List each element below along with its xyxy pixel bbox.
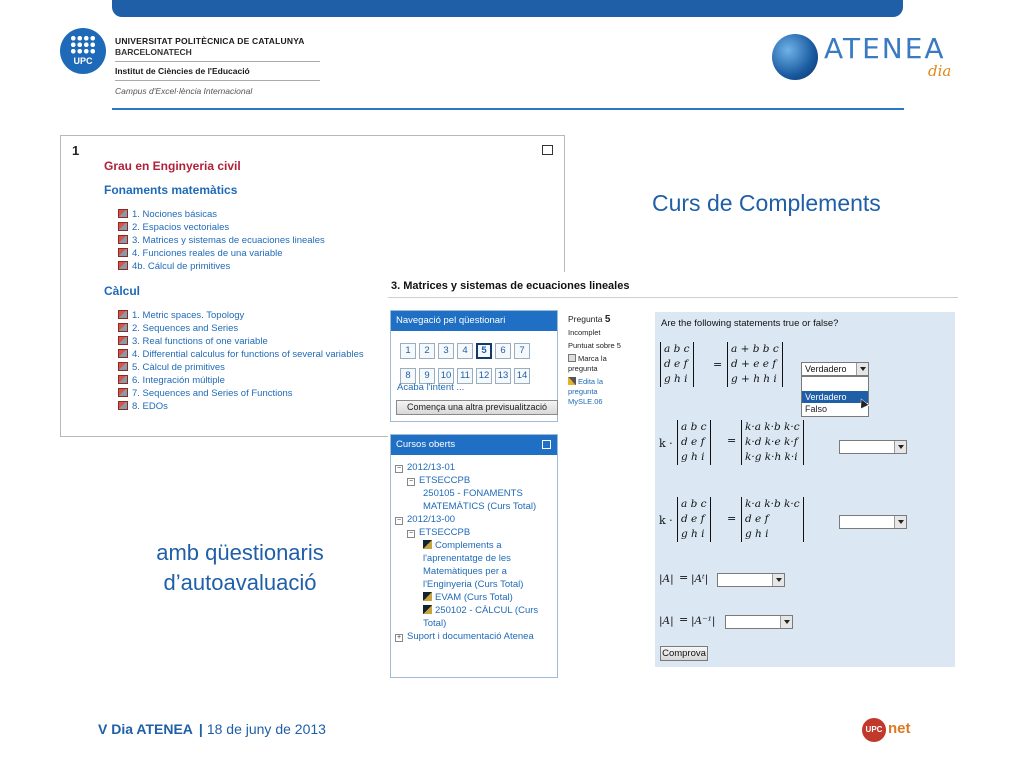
university-subname: BARCELONATECH [115,47,192,57]
chevron-down-icon [780,616,792,628]
question-nav-button-current[interactable]: 5 [476,343,492,359]
question-status: Incomplet [568,328,601,337]
question-nav-button[interactable]: 3 [438,343,454,359]
quiz-icon [118,375,128,384]
resource-link[interactable]: 2. Sequences and Series [118,322,364,335]
question-nav-button[interactable]: 4 [457,343,473,359]
chevron-down-icon [856,363,868,375]
upcnet-circle: UPC [862,718,886,742]
caption-line: d’autoavaluació [163,570,317,595]
institution-block [115,36,320,97]
question-nav-button[interactable]: 6 [495,343,511,359]
quiz-icon [118,248,128,257]
question-score: Puntuat sobre 5 [568,341,621,350]
course-icon [423,592,432,601]
section-title-fonaments: Fonaments matemàtics [104,183,238,197]
pencil-icon [568,377,576,385]
flag-icon [568,354,576,362]
chevron-down-icon [894,516,906,528]
resource-link[interactable]: 4. Differential calculus for functions of several variables [118,348,364,361]
quiz-title-divider [388,297,958,298]
resource-link[interactable]: 4b. Cálcul de primitives [118,260,325,273]
resource-link[interactable]: 3. Real functions of one variable [118,335,364,348]
question-nav-button[interactable]: 7 [514,343,530,359]
dropdown-option-blank[interactable] [802,377,868,391]
answer-select[interactable]: Verdadero [801,362,869,376]
chevron-down-icon [772,574,784,586]
resource-link[interactable]: 1. Metric spaces. Topology [118,309,364,322]
equals-sign: = [727,512,737,525]
quiz-icon [118,323,128,332]
equals-sign: = [679,571,689,584]
quiz-icon [118,310,128,319]
institution-divider [115,61,320,62]
tree-node[interactable]: − ETSECCPB [408,475,471,486]
footer-title [98,721,326,737]
collapse-checkbox[interactable] [542,145,553,155]
section-title-calcul: Càlcul [104,284,141,298]
resource-link[interactable]: 5. Càlcul de primitives [118,361,364,374]
atenea-dia-text: dia [928,62,952,80]
course-icon [423,605,432,614]
question-nav-button[interactable]: 2 [419,343,435,359]
question-text: Are the following statements true or false? [661,318,839,329]
quiz-icon [118,388,128,397]
quiz-screenshot [388,272,958,682]
answer-select[interactable] [717,573,785,587]
quiz-navigation-block [390,310,558,422]
question-nav-button[interactable]: 9 [419,368,435,384]
tree-node[interactable]: − 2012/13-00 [396,514,456,525]
chevron-down-icon [894,441,906,453]
degree-title: Grau en Enginyeria civil [104,159,241,173]
atenea-wordmark: ATENEA [824,32,946,65]
course-tree [395,461,555,643]
collapse-toggle-icon[interactable]: − [396,465,402,472]
open-courses-header: Cursos oberts [391,435,557,455]
equals-sign: = [713,358,723,371]
scalar-k: k · [659,437,673,450]
question-nav-button[interactable]: 14 [514,368,530,384]
determinant-inverse: |A⁻¹| [691,615,716,627]
institute-name: Institut de Ciències de l'Educació [115,66,250,76]
quiz-icon [118,401,128,410]
resource-link[interactable]: 7. Sequences and Series of Functions [118,387,364,400]
dropdown-option[interactable]: Verdadero [802,391,868,403]
upcnet-logo [862,718,922,742]
quiz-title: 3. Matrices y sistemas de ecuaciones lineales [391,280,630,292]
header-divider [112,108,904,110]
finish-attempt-link[interactable]: Acaba l'intent ... [397,382,465,393]
footer-separator: | [198,721,203,737]
quiz-icon [118,222,128,231]
upc-logo [60,28,106,74]
quiz-icon [118,349,128,358]
matrix-determinant: a b c d e f g h i [677,420,711,465]
institution-divider-2 [115,80,320,81]
course-link[interactable]: 250102 - CÀLCUL (Curs Total) [423,605,539,629]
course-icon [423,540,432,549]
caption-line: amb qüestionaris [156,540,324,565]
atenea-logo [772,32,962,82]
equals-sign: = [679,613,689,626]
question-number-label: Pregunta 5 [568,314,611,325]
dropdown-option[interactable]: Falso [805,404,828,414]
answer-dropdown-list [801,376,869,417]
resource-list-fonaments [118,208,325,273]
course-link[interactable]: 250105 - FONAMENTS MATEMÀTICS (Curs Total) [423,488,537,512]
edit-question-link[interactable]: Edita la pregunta MySLE.06 [568,377,604,406]
question-nav-button[interactable]: 1 [400,343,416,359]
quiz-nav-header: Navegació pel qüestionari [391,311,557,331]
collapse-toggle-icon[interactable]: − [396,517,402,524]
question-nav-button[interactable]: 8 [400,368,416,384]
answer-select[interactable] [839,440,907,454]
matrix-determinant: a + b b c d + e e f g + h h i [727,342,783,387]
course-link[interactable]: Complements a l'aprenentatge de les Matemàtiques per a l'Enginyeria (Curs Total) [423,540,524,590]
tree-node[interactable]: + Suport i documentació Atenea [396,631,534,642]
question-nav-button[interactable]: 10 [438,368,454,384]
resource-link[interactable]: 8. EDOs [118,400,364,413]
quiz-icon [118,261,128,270]
event-name: V Dia ATENEA [98,721,193,737]
tree-node[interactable]: − ETSECCPB [408,527,471,538]
start-new-preview-button[interactable]: Comença una altra previsualització [396,400,558,415]
matrix-determinant: k·a k·b k·c d e f g h i [741,497,804,542]
question-nav-button[interactable]: 12 [476,368,492,384]
matrix-determinant: a b c d e f g h i [677,497,711,542]
tree-node[interactable]: − 2012/13-01 [396,462,456,473]
answer-select[interactable] [839,515,907,529]
campus-name: Campus d'Excel·lència Internacional [115,86,253,96]
resource-list-calcul [118,309,364,413]
question-content [655,312,955,667]
globe-icon [772,34,818,80]
upcnet-word: net [888,720,911,737]
question-nav-button[interactable]: 11 [457,368,473,384]
quiz-icon [118,209,128,218]
question-info [568,314,650,407]
open-courses-block [390,434,558,678]
collapse-toggle-icon[interactable]: − [408,530,414,537]
matrix-determinant: a b c d e f g h i [660,342,694,387]
quiz-icon [118,362,128,371]
top-banner-bar [112,0,903,17]
determinant-a: |A| [659,573,674,585]
section-number: 1 [72,143,80,158]
determinant-a: |A| [659,615,674,627]
resource-link[interactable]: 2. Espacios vectoriales [118,221,325,234]
collapse-toggle-icon[interactable]: − [408,478,414,485]
quiz-icon [118,336,128,345]
quiz-icon [118,235,128,244]
event-date: 18 de juny de 2013 [206,721,326,737]
expand-toggle-icon[interactable]: + [396,634,402,641]
flag-question-link[interactable]: Marca la pregunta [568,354,607,373]
collapse-block-icon[interactable] [542,440,551,449]
slide-caption [130,538,350,598]
resource-link[interactable]: 4. Funciones reales de una variable [118,247,325,260]
matrix-determinant: k·a k·b k·c k·d k·e k·f k·g k·h k·i [741,420,804,465]
course-link[interactable]: EVAM (Curs Total) [395,591,555,604]
answer-select[interactable] [725,615,793,629]
scalar-k: k · [659,514,673,527]
equals-sign: = [727,434,737,447]
check-button[interactable]: Comprova [660,646,708,661]
upc-logo-dots [70,35,96,55]
slide-heading: Curs de Complements [652,190,881,216]
question-nav-button[interactable]: 13 [495,368,511,384]
upc-logo-text: UPC [73,56,93,66]
university-name: UNIVERSITAT POLITÈCNICA DE CATALUNYA [115,36,305,46]
determinant-transpose: |Aᵗ| [691,573,709,585]
resource-link[interactable]: 6. Integración múltiple [118,374,364,387]
resource-link[interactable]: 3. Matrices y sistemas de ecuaciones lineales [118,234,325,247]
resource-link[interactable]: 1. Nociones básicas [118,208,325,221]
